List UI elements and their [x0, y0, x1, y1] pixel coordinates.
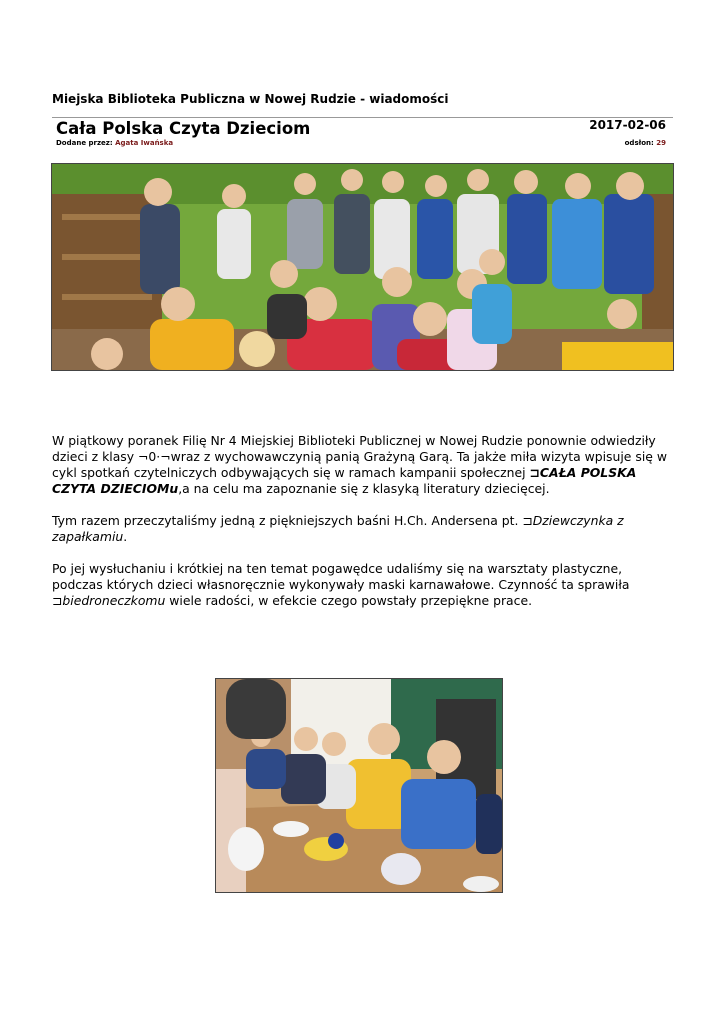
paragraph-3-text-b: wiele radości, w efekcie czego powstały przepiękne prace.	[165, 593, 533, 608]
views-count: 29	[656, 139, 666, 147]
article-title: Cała Polska Czyta Dzieciom	[56, 119, 311, 138]
article-body	[52, 433, 676, 625]
paragraph-3-text-a: Po jej wysłuchaniu i krótkiej na ten temat pogawędce udaliśmy się na warsztaty plastyczne, podczas których dzieci własnoręcznie wykonywały maski karnawałowe. Czynność ta sprawiła	[52, 561, 630, 592]
author-link[interactable]: Agata Iwańska	[115, 139, 174, 147]
bottom-photo	[215, 678, 503, 893]
site-title: Miejska Biblioteka Publiczna w Nowej Rudzie - wiadomości	[52, 92, 449, 106]
paragraph-2-text-a: Tym razem przeczytaliśmy jedną z piękniejszych baśni H.Ch. Andersena pt.	[52, 513, 523, 528]
ladybirds-emphasis: ⊐biedroneczkomu	[52, 593, 166, 608]
top-photo-illustration	[52, 164, 673, 370]
author-meta	[56, 139, 173, 147]
paragraph-2	[52, 513, 676, 545]
paragraph-3	[52, 561, 676, 609]
paragraph-1-text-a: W piątkowy poranek Filię Nr 4 Miejskiej Biblioteki Publicznej w Nowej Rudzie ponownie odwiedziły dzieci z klasy	[52, 433, 656, 464]
views-meta	[625, 139, 666, 147]
paragraph-1-text-b: wraz z wychowawczynią panią Grażyną Garą. Ta jakże miła wizyta wpisuje się w cykl spotkań czytelniczych odbywających się w ramach kampanii społecznej	[52, 449, 667, 480]
paragraph-1-garbled-class: ¬0·¬	[138, 449, 171, 464]
bottom-photo-illustration	[216, 679, 502, 892]
paragraph-1	[52, 433, 676, 497]
story-title: ⊐Dziewczynka z zapałkamiu	[52, 513, 624, 544]
campaign-name: ⊐CAŁA POLSKA CZYTA DZIECIOMu	[52, 465, 637, 496]
added-by-label: Dodane przez:	[56, 139, 113, 147]
header-divider	[52, 117, 673, 118]
paragraph-1-text-c: ,a na celu ma zapoznanie się z klasyką literatury dziecięcej.	[178, 481, 550, 496]
views-label: odsłon:	[624, 139, 654, 147]
paragraph-2-text-b: .	[123, 529, 128, 544]
article-date: 2017-02-06	[589, 118, 666, 132]
top-photo	[51, 163, 674, 371]
